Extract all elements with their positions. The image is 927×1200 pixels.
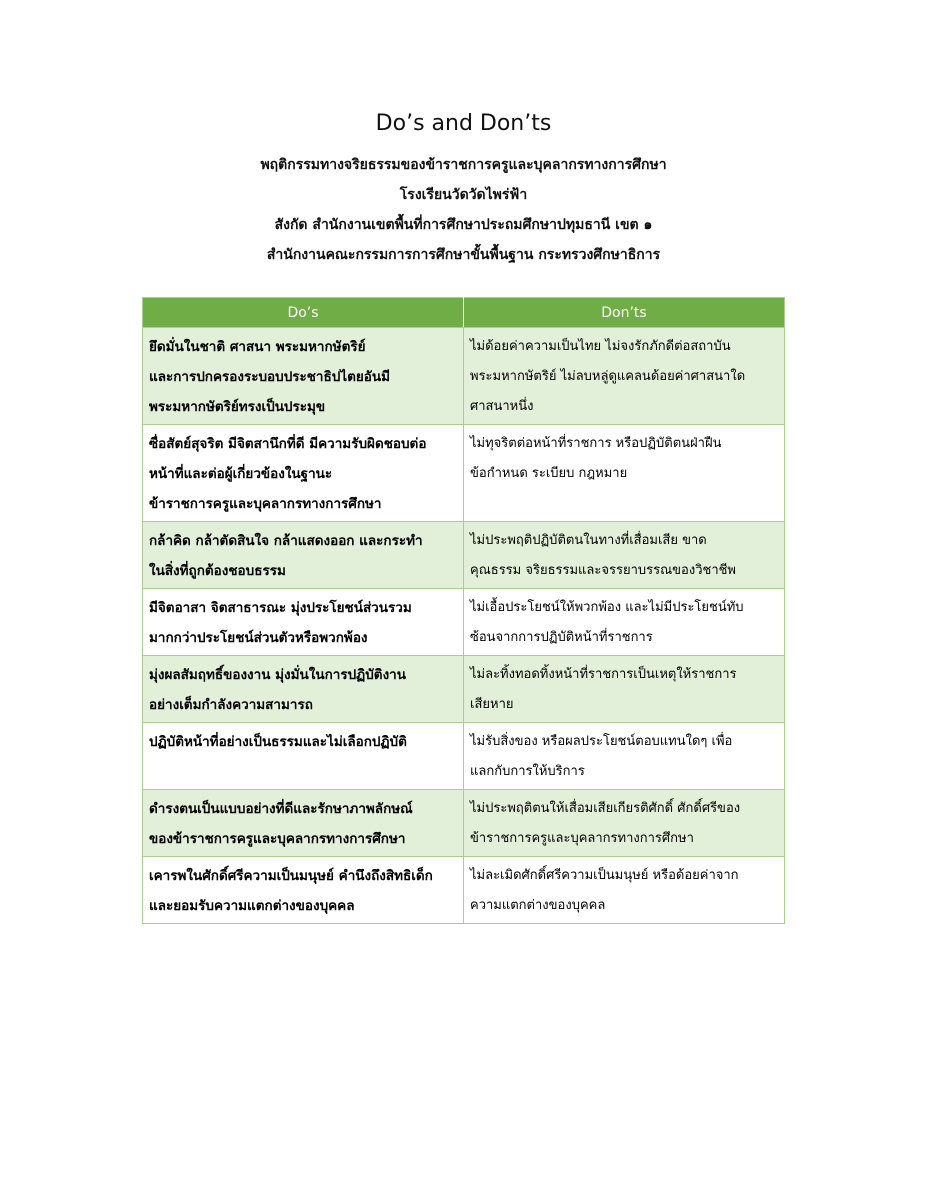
header-donts: Don’ts bbox=[464, 298, 785, 328]
table-row bbox=[143, 656, 785, 723]
dos-and-donts-table bbox=[142, 297, 785, 924]
page-title: Do’s and Don’ts bbox=[375, 111, 552, 136]
table-row bbox=[143, 425, 785, 522]
subtitle-line: พฤติกรรมทางจริยธรรมของข้าราชการครูและบุคลากรทางการศึกษา bbox=[260, 157, 667, 173]
do-cell: ดำรงตนเป็นแบบอย่างที่ดีและรักษาภาพลักษณ์ ของข้าราชการครูและบุคลากรทางการศึกษา bbox=[143, 790, 464, 857]
dont-cell: ไม่เอื้อประโยชน์ให้พวกพ้อง และไม่มีประโยชน์ทับ ซ้อนจากการปฏิบัติหน้าที่ราชการ bbox=[464, 589, 785, 656]
subtitle-line: สังกัด สำนักงานเขตพื้นที่การศึกษาประถมศึกษาปทุมธานี เขต ๑ bbox=[274, 217, 653, 233]
table-row bbox=[143, 328, 785, 425]
do-cell: มีจิตอาสา จิตสาธารณะ มุ่งประโยชน์ส่วนรวม มากกว่าประโยชน์ส่วนตัวหรือพวกพ้อง bbox=[143, 589, 464, 656]
dont-cell: ไม่ละเมิดศักดิ์ศรีความเป็นมนุษย์ หรือด้อยค่าจาก ความแตกต่างของบุคคล bbox=[464, 857, 785, 924]
dont-cell: ไม่ทุจริตต่อหน้าที่ราชการ หรือปฏิบัติตนฝ่าฝืน ข้อกำหนด ระเบียบ กฎหมาย bbox=[464, 425, 785, 522]
table-row bbox=[143, 723, 785, 790]
do-cell: ซื่อสัตย์สุจริต มีจิตสานึกที่ดี มีความรับผิดชอบต่อ หน้าที่และต่อผู้เกี่ยวข้องในฐานะ ข้าราชการครูและบุคลากรทางการศึกษา bbox=[143, 425, 464, 522]
table-row bbox=[143, 522, 785, 589]
dont-cell: ไม่รับสิ่งของ หรือผลประโยชน์ตอบแทนใดๆ เพื่อ แลกกับการให้บริการ bbox=[464, 723, 785, 790]
do-cell: เคารพในศักดิ์ศรีความเป็นมนุษย์ คำนึงถึงสิทธิเด็ก และยอมรับความแตกต่างของบุคคล bbox=[143, 857, 464, 924]
dont-cell: ไม่ละทิ้งทอดทิ้งหน้าที่ราชการเป็นเหตุให้ราชการ เสียหาย bbox=[464, 656, 785, 723]
table-row bbox=[143, 589, 785, 656]
dont-cell: ไม่ประพฤติตนให้เสื่อมเสียเกียรติศักดิ์ ศักดิ์ศรีของ ข้าราชการครูและบุคลากรทางการศึกษา bbox=[464, 790, 785, 857]
do-cell: ยึดมั่นในชาติ ศาสนา พระมหากษัตริย์ และการปกครองระบอบประชาธิปไตยอันมี พระมหากษัตริย์ทรงเป็นประมุข bbox=[143, 328, 464, 425]
dont-cell: ไม่ประพฤติปฏิบัติตนในทางที่เสื่อมเสีย ขาด คุณธรรม จริยธรรมและจรรยาบรรณของวิชาชีพ bbox=[464, 522, 785, 589]
subtitle-line: โรงเรียนวัดวัดไพร่ฟ้า bbox=[399, 187, 528, 203]
subtitle-line: สำนักงานคณะกรรมการการศึกษาขั้นพื้นฐาน กระทรวงศึกษาธิการ bbox=[266, 247, 661, 263]
table-header-row bbox=[143, 298, 785, 328]
table-row bbox=[143, 790, 785, 857]
dont-cell: ไม่ด้อยค่าความเป็นไทย ไม่จงรักภักดีต่อสถาบัน พระมหากษัตริย์ ไม่ลบหลู่ดูแคลนด้อยค่าศาสนาใด ศาสนาหนึ่ง bbox=[464, 328, 785, 425]
table-row bbox=[143, 857, 785, 924]
do-cell: กล้าคิด กล้าตัดสินใจ กล้าแสดงออก และกระทำ ในสิ่งที่ถูกต้องชอบธรรม bbox=[143, 522, 464, 589]
do-cell: มุ่งผลสัมฤทธิ์ของงาน มุ่งมั่นในการปฏิบัติงาน อย่างเต็มกำลังความสามารถ bbox=[143, 656, 464, 723]
subtitle-block bbox=[0, 150, 927, 270]
do-cell: ปฏิบัติหน้าที่อย่างเป็นธรรมและไม่เลือกปฏิบัติ bbox=[143, 723, 464, 790]
header-dos: Do’s bbox=[143, 298, 464, 328]
